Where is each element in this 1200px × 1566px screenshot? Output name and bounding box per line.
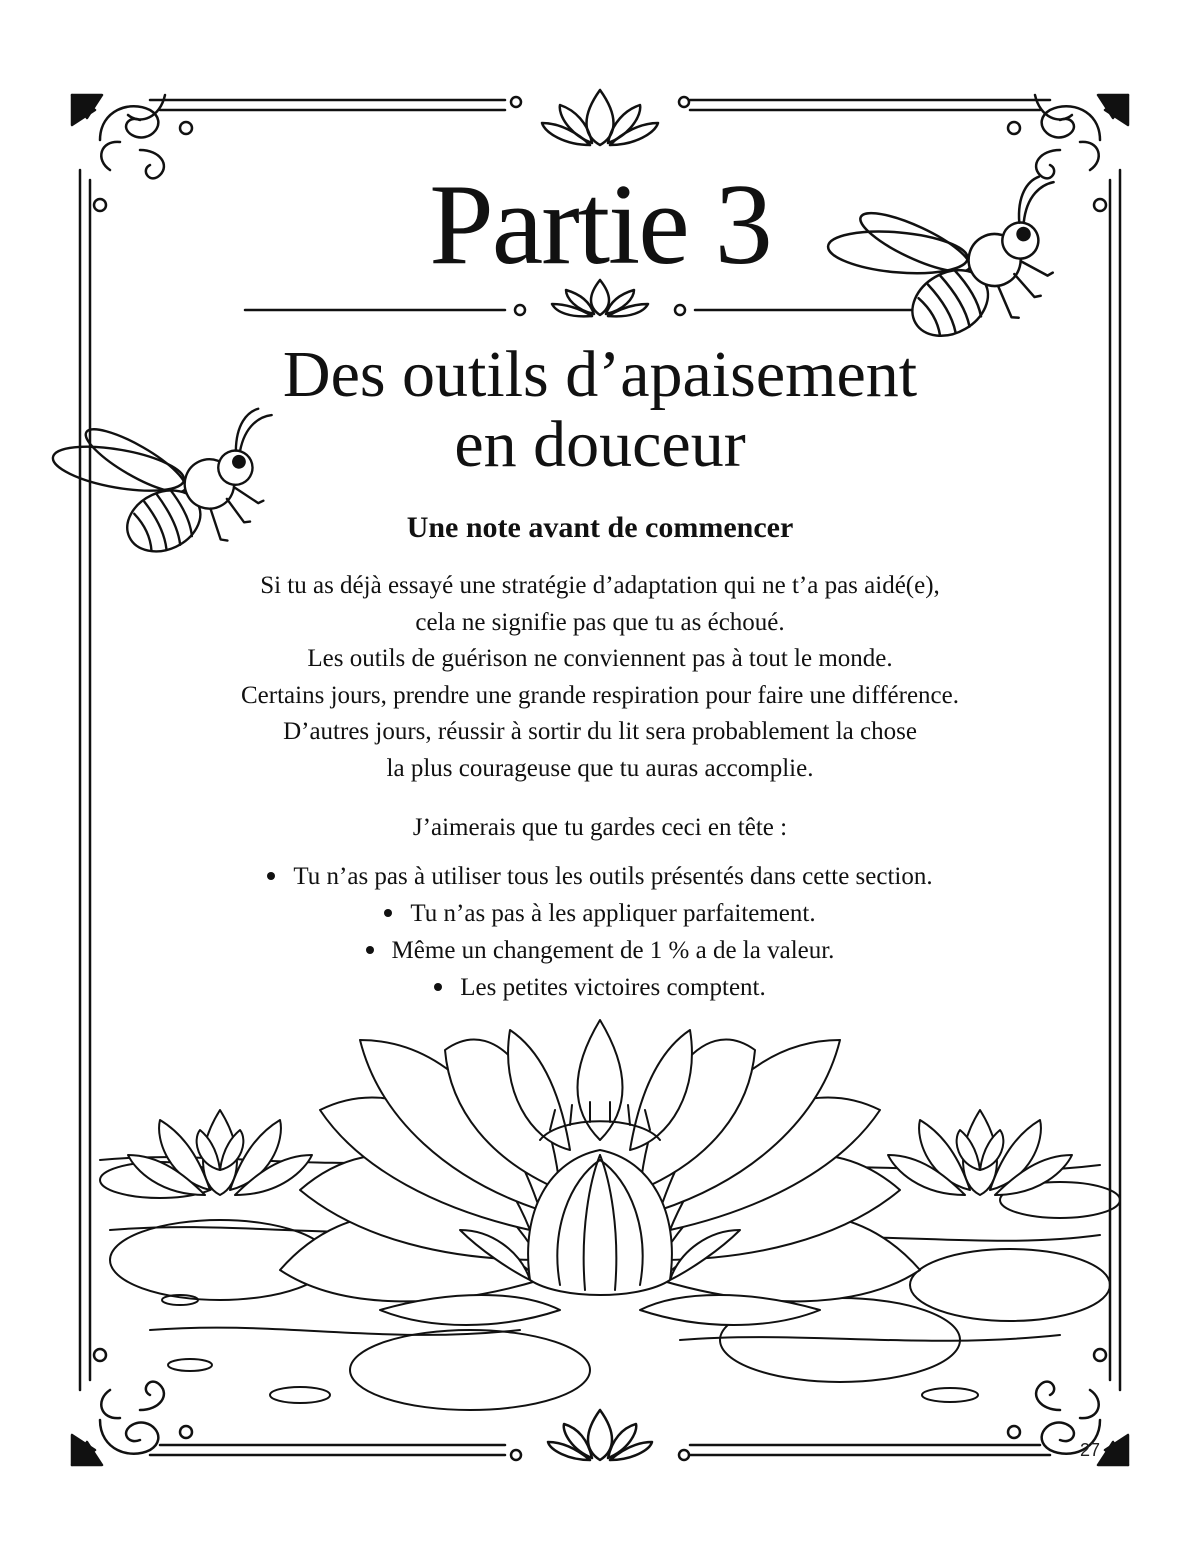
list-item	[0, 895, 1200, 932]
list-item-text: Tu n’as pas à les appliquer parfaitement.	[410, 900, 816, 927]
page-title-line-2: en douceur	[454, 408, 746, 481]
list-item-text: Même un changement de 1 % a de la valeur.	[391, 937, 835, 964]
list-item-text: Tu n’as pas à utiliser tous les outils présentés dans cette section.	[293, 863, 933, 890]
paragraph-line: Certains jours, prendre une grande respiration pour faire une différence.	[241, 681, 959, 709]
bullet-intro: J’aimerais que tu gardes ceci en tête :	[412, 814, 788, 841]
list-item	[0, 858, 1200, 895]
lotus-icon	[511, 90, 689, 145]
bullet-icon	[434, 983, 442, 991]
bullet-icon	[366, 946, 374, 954]
note-heading: Une note avant de commencer	[406, 511, 794, 544]
page-title-line-1: Des outils d’apaisement	[282, 338, 918, 411]
lotus-icon	[511, 1410, 689, 1460]
bullet-icon	[384, 909, 392, 917]
paragraph-line: la plus courageuse que tu auras accomplie.	[386, 754, 814, 782]
bullet-icon	[267, 872, 275, 880]
list-item	[0, 969, 1200, 1006]
bullet-list	[0, 858, 1200, 1006]
list-item-text: Les petites victoires comptent.	[460, 974, 766, 1001]
page-number: 27	[1080, 1440, 1101, 1460]
paragraph-line: Les outils de guérison ne conviennent pas à tout le monde.	[307, 645, 893, 672]
part-title: Partie 3	[429, 161, 771, 289]
paragraph-line: cela ne signifie pas que tu as échoué.	[415, 608, 785, 636]
paragraph-line: Si tu as déjà essayé une stratégie d’adaptation qui ne t’a pas aidé(e),	[260, 572, 940, 599]
page-title	[0, 340, 1200, 480]
water-lily-pond	[100, 1020, 1120, 1410]
note-paragraph	[150, 568, 1050, 787]
paragraph-line: D’autres jours, réussir à sortir du lit sera probablement la chose	[283, 718, 917, 745]
list-item	[0, 932, 1200, 969]
